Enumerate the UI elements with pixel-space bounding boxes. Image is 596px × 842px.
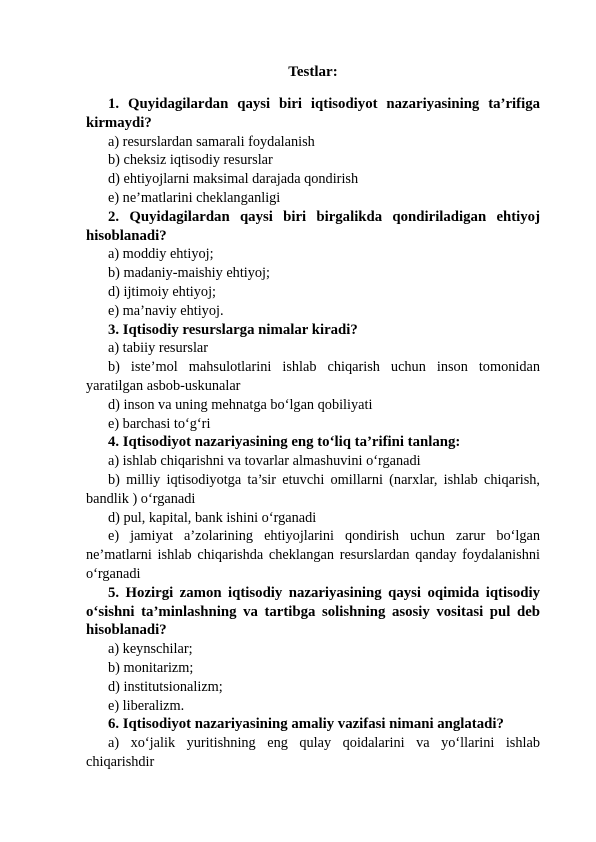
answer-option: e) jamiyat a’zolarining ehtiyojlarini qondirish uchun zarur bo‘lgan ne’matlarni ishlab chiqarishda cheklangan resurslardan qanday foydalanishni o‘rganadi [86,528,540,582]
answer-option: d) pul, kapital, bank ishini o‘rganadi [108,509,317,526]
answer-option: e) ma’naviy ehtiyoj. [108,302,224,319]
answer-option: d) inson va uning mehnatga bo‘lgan qobiliyati [108,396,373,413]
page-title: Testlar: [288,64,338,80]
question-block-6 [86,715,540,771]
question-block-4 [86,433,540,583]
question-block-5 [86,584,540,716]
answer-option: a) ishlab chiqarishni va tovarlar almashuvini o‘rganadi [108,453,421,470]
answer-option: b) iste’mol mahsulotlarini ishlab chiqarish uchun inson tomonidan yaratilgan asbob-uskunalar [86,359,540,394]
answer-option: d) ijtimoiy ehtiyoj; [108,283,217,300]
answer-option: b) madaniy-maishiy ehtiyoj; [108,265,270,282]
answer-option: a) tabiiy resurslar [108,340,209,357]
answer-option: a) moddiy ehtiyoj; [108,246,214,263]
answer-option: d) ehtiyojlarni maksimal darajada qondirish [108,171,359,188]
answer-option: a) xo‘jalik yuritishning eng qulay qoidalarini va yo‘llarini ishlab chiqarishdir [86,735,540,770]
question-text: 6. Iqtisodiyot nazariyasining amaliy vazifasi nimani anglatadi? [108,716,504,733]
question-block-2 [86,208,540,321]
question-text: 5. Hozirgi zamon iqtisodiy nazariyasining qaysi oqimida iqtisodiy o‘sishni ta’minlashning va tartibga solishning asosiy vositasi pul deb hisoblanadi? [86,584,540,639]
answer-option: e) liberalizm. [108,697,185,714]
answer-option: a) keynschilar; [108,641,193,658]
answer-option: e) ne’matlarini cheklanganligi [108,189,281,206]
question-block-1 [86,95,540,208]
answer-option: b) milliy iqtisodiyotga ta’sir etuvchi omillarni (narxlar, ishlab chiqarish, bandlik ) o‘rganadi [86,471,540,507]
question-text: 1. Quyidagilardan qaysi biri iqtisodiyot nazariyasining ta’rifiga kirmaydi? [86,96,540,131]
answer-option: b) cheksiz iqtisodiy resurslar [108,152,273,169]
answer-option: d) institutsionalizm; [108,678,223,695]
test-content [86,95,540,772]
question-text: 4. Iqtisodiyot nazariyasining eng to‘liq ta’rifini tanlang: [108,434,461,451]
question-text: 2. Quyidagilardan qaysi biri birgalikda qondiriladigan ehtiyoj hisoblanadi? [86,208,540,244]
question-text: 3. Iqtisodiy resurslarga nimalar kiradi? [108,321,358,338]
answer-option: e) barchasi to‘g‘ri [108,415,211,432]
question-block-3 [86,321,540,434]
answer-option: b) monitarizm; [108,659,194,676]
answer-option: a) resurslardan samarali foydalanish [108,133,315,150]
